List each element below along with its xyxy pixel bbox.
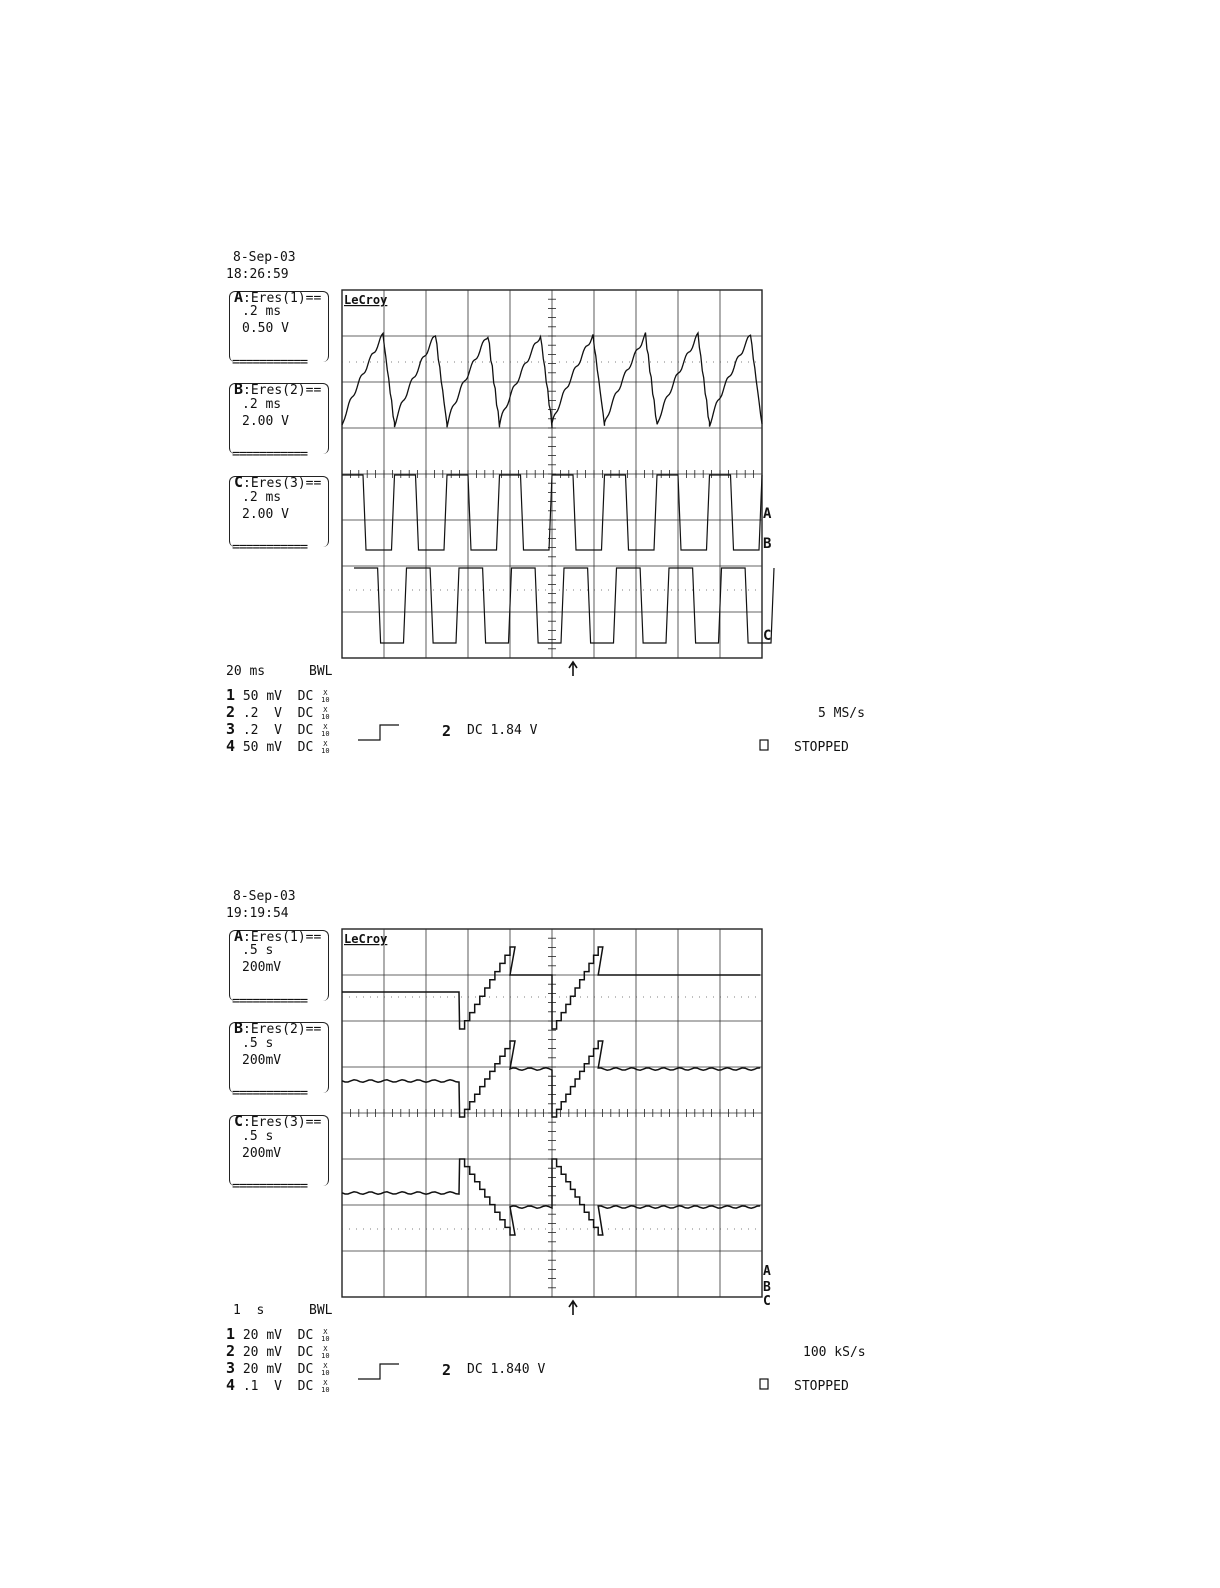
trace-b-staircase <box>342 1041 760 1117</box>
sample-rate: 5 MS/s <box>818 706 865 721</box>
channel-row-1: 1 20 mV DC X 10 <box>226 1325 330 1343</box>
main-timebase: 20 ms <box>226 664 266 679</box>
trace-b-scale: 2.00 V <box>242 414 289 429</box>
trace-c-title: C:Eres(3)== <box>234 473 322 491</box>
trace-c-title: C:Eres(3)== <box>234 1112 322 1130</box>
trace-a-scale: 0.50 V <box>242 321 289 336</box>
capture-date: 8-Sep-03 <box>233 250 296 265</box>
trigger-channel: 2 <box>442 1361 452 1379</box>
trigger-level: DC 1.84 V <box>467 723 538 738</box>
brand-logo: LeCroy <box>344 932 388 946</box>
trace-b-footer: =========== <box>232 447 308 462</box>
trace-c-timebase: .2 ms <box>242 490 282 505</box>
trace-c-footer: =========== <box>232 1179 308 1194</box>
trace-a-footer: =========== <box>232 994 308 1009</box>
trigger-channel: 2 <box>442 722 452 740</box>
sample-rate: 100 kS/s <box>803 1345 866 1360</box>
channel-row-2: 2 20 mV DC X 10 <box>226 1342 330 1360</box>
trace-side-marker-c: C <box>763 628 772 644</box>
trace-b-title: B:Eres(2)== <box>234 380 322 398</box>
trace-b-scale: 200mV <box>242 1053 282 1068</box>
trace-side-marker-a: A <box>763 1264 771 1279</box>
status-indicator-icon <box>760 740 768 750</box>
status-text: STOPPED <box>794 1379 849 1394</box>
trigger-slope-icon <box>358 1364 399 1379</box>
trace-c-square <box>354 568 774 643</box>
trace-a-title: A:Eres(1)== <box>234 288 322 306</box>
trace-a-scale: 200mV <box>242 960 282 975</box>
trace-c-scale: 2.00 V <box>242 507 289 522</box>
trace-c-timebase: .5 s <box>242 1129 274 1144</box>
channel-row-3: 3 .2 V DC X 10 <box>226 720 330 738</box>
trace-side-marker-a: A <box>763 506 772 522</box>
trace-b-timebase: .5 s <box>242 1036 274 1051</box>
trace-c-footer: =========== <box>232 540 308 555</box>
trace-c-scale: 200mV <box>242 1146 282 1161</box>
capture-time: 18:26:59 <box>226 267 289 282</box>
bwl-label: BWL <box>309 1303 333 1318</box>
trace-b-timebase: .2 ms <box>242 397 282 412</box>
capture-date: 8-Sep-03 <box>233 889 296 904</box>
trace-a-staircase <box>342 947 760 1029</box>
trace-b-title: B:Eres(2)== <box>234 1019 322 1037</box>
trace-a-timebase: .2 ms <box>242 304 282 319</box>
trigger-position-arrow <box>569 1301 577 1315</box>
channel-row-4: 4 50 mV DC X 10 <box>226 737 330 755</box>
bwl-label: BWL <box>309 664 333 679</box>
capture-time: 19:19:54 <box>226 906 289 921</box>
status-text: STOPPED <box>794 740 849 755</box>
channel-row-1: 1 50 mV DC X 10 <box>226 686 330 704</box>
trace-side-marker-b: B <box>763 1280 771 1295</box>
channel-row-2: 2 .2 V DC X 10 <box>226 703 330 721</box>
trigger-slope-icon <box>358 725 399 740</box>
trace-side-marker-c: C <box>763 1294 771 1309</box>
trigger-position-arrow <box>569 662 577 676</box>
channel-row-3: 3 20 mV DC X 10 <box>226 1359 330 1377</box>
trace-a-footer: =========== <box>232 355 308 370</box>
channel-row-4: 4 .1 V DC X 10 <box>226 1376 330 1394</box>
trace-a-title: A:Eres(1)== <box>234 927 322 945</box>
trace-a-timebase: .5 s <box>242 943 274 958</box>
trace-side-marker-b: B <box>763 536 772 552</box>
trigger-level: DC 1.840 V <box>467 1362 546 1377</box>
brand-logo: LeCroy <box>344 293 388 307</box>
status-indicator-icon <box>760 1379 768 1389</box>
main-timebase: 1 s <box>233 1303 265 1318</box>
trace-b-footer: =========== <box>232 1086 308 1101</box>
